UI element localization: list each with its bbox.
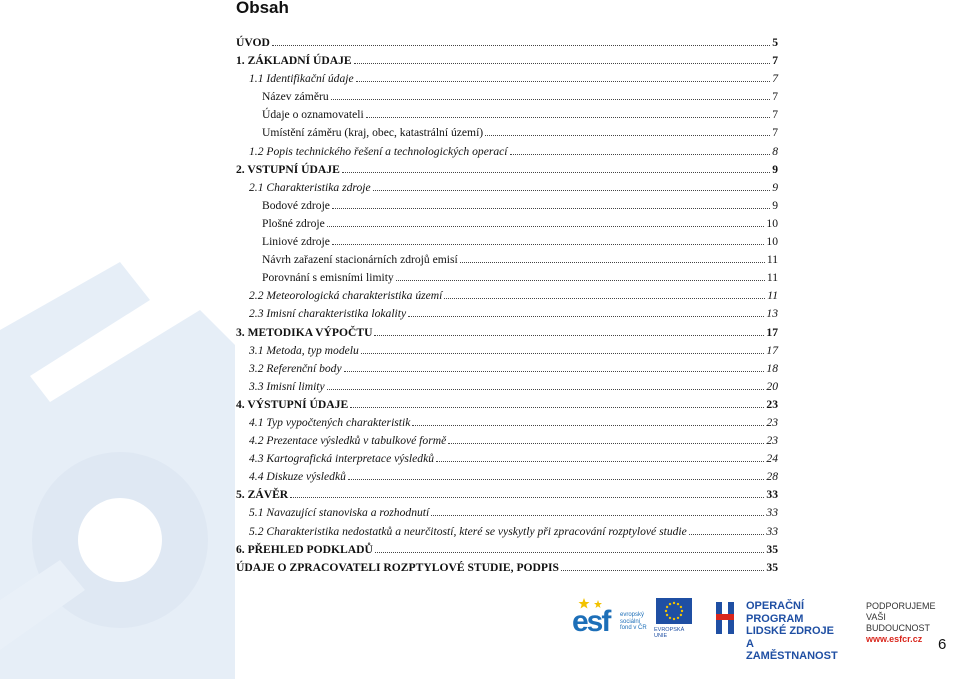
toc-entry-page: 7 xyxy=(772,54,778,68)
toc-entry-label: 1.2 Popis technického řešení a technologických operací xyxy=(249,144,508,158)
toc-entry[interactable] xyxy=(236,525,778,543)
toc-leader-dots xyxy=(356,81,771,82)
eu-flag-icon xyxy=(656,598,692,624)
toc-leader-dots xyxy=(374,335,764,336)
toc-entry[interactable] xyxy=(236,54,778,72)
eu-star xyxy=(680,614,682,616)
toc-entry-page: 9 xyxy=(772,180,778,194)
toc-entry-page: 23 xyxy=(766,434,778,448)
toc-entry[interactable] xyxy=(236,289,778,307)
toc-entry-label: Liniové zdroje xyxy=(262,235,330,249)
toc-entry[interactable] xyxy=(236,235,778,253)
toc-entry-label: 3. METODIKA VÝPOČTU xyxy=(236,325,373,339)
toc-entry-label: 2.3 Imisní charakteristika lokality xyxy=(249,307,407,321)
toc-entry-page: 11 xyxy=(766,271,778,285)
toc-leader-dots xyxy=(396,280,765,281)
toc-entry[interactable] xyxy=(236,90,778,108)
toc-entry-label: 5. ZÁVĚR xyxy=(236,488,289,502)
eu-star xyxy=(680,606,682,608)
toc-entry-label: 5.1 Navazující stanoviska a rozhodnutí xyxy=(249,506,430,520)
eu-star xyxy=(669,603,671,605)
toc-leader-dots xyxy=(327,389,765,390)
toc-entry[interactable] xyxy=(236,163,778,181)
toc-entry-page: 9 xyxy=(772,198,778,212)
toc-entry-label: 4.3 Kartografická interpretace výsledků xyxy=(249,452,435,466)
toc-leader-dots xyxy=(689,534,765,535)
toc-leader-dots xyxy=(444,298,765,299)
esf-wordmark: esf xyxy=(572,605,610,638)
toc-entry-label: 3.1 Metoda, typ modelu xyxy=(249,343,359,357)
toc-entry-page: 23 xyxy=(766,415,778,429)
eu-star xyxy=(677,617,679,619)
toc-entry[interactable] xyxy=(236,145,778,163)
toc-leader-dots xyxy=(332,208,770,209)
eu-star xyxy=(665,610,667,612)
eu-star xyxy=(681,610,683,612)
toc-entry-page: 33 xyxy=(766,506,778,520)
toc-leader-dots xyxy=(460,262,765,263)
esf-url-link[interactable]: www.esfcr.cz xyxy=(866,634,923,644)
toc-entry-page: 9 xyxy=(772,162,778,176)
toc-leader-dots xyxy=(561,570,764,571)
toc-entry-label: Údaje o oznamovateli xyxy=(262,108,364,122)
toc-leader-dots xyxy=(375,552,765,553)
toc-entry[interactable] xyxy=(236,380,778,398)
toc-entry-label: 2. VSTUPNÍ ÚDAJE xyxy=(236,162,340,176)
toc-entry[interactable] xyxy=(236,271,778,289)
toc-entry[interactable] xyxy=(236,488,778,506)
toc-entry-page: 33 xyxy=(766,488,778,502)
toc-entry-page: 35 xyxy=(766,560,778,574)
toc-entry-label: ÚVOD xyxy=(236,36,270,49)
toc-entry-label: 1.1 Identifikační údaje xyxy=(249,72,354,86)
toc-leader-dots xyxy=(350,407,764,408)
toc-entry-label: 3.2 Referenční body xyxy=(249,361,342,375)
toc-leader-dots xyxy=(373,190,771,191)
toc-entry-label: Název záměru xyxy=(262,90,329,104)
toc-entry-label: Návrh zařazení stacionárních zdrojů emisí xyxy=(262,253,458,267)
toc-entry-label: 4. VÝSTUPNÍ ÚDAJE xyxy=(236,397,349,411)
toc-entry-page: 7 xyxy=(772,72,778,86)
eu-star xyxy=(673,618,675,620)
eu-star xyxy=(669,617,671,619)
toc-entry-label: 6. PŘEHLED PODKLADŮ xyxy=(236,542,373,556)
eu-star xyxy=(666,614,668,616)
toc-entry-label: Umístění záměru (kraj, obec, katastrální území) xyxy=(262,126,484,140)
toc-leader-dots xyxy=(510,154,771,155)
toc-entry-label: 1. ZÁKLADNÍ ÚDAJE xyxy=(236,54,352,68)
toc-entry-label: 3.3 Imisní limity xyxy=(249,379,325,393)
toc-leader-dots xyxy=(354,63,771,64)
toc-entry-page: 33 xyxy=(766,524,778,538)
toc-leader-dots xyxy=(332,244,764,245)
toc-entry[interactable] xyxy=(236,217,778,235)
toc-entry[interactable] xyxy=(236,561,778,579)
eu-star xyxy=(673,602,675,604)
toc-entry[interactable] xyxy=(236,36,778,54)
op-lzz-icon xyxy=(716,600,734,636)
toc-entry-page: 10 xyxy=(766,235,778,249)
toc-leader-dots xyxy=(485,135,770,136)
eu-label: EVROPSKÁ UNIE xyxy=(654,627,685,639)
toc-entry-page: 17 xyxy=(766,325,778,339)
toc-entry-page: 7 xyxy=(772,90,778,104)
toc-entry-label: ÚDAJE O ZPRACOVATELI ROZPTYLOVÉ STUDIE, PODPIS xyxy=(236,560,559,574)
toc-entry-label: Porovnání s emisními limity xyxy=(262,271,394,285)
toc-entry-page: 13 xyxy=(766,307,778,321)
table-of-contents xyxy=(236,36,778,579)
toc-entry[interactable] xyxy=(236,452,778,470)
toc-entry-page: 28 xyxy=(766,470,778,484)
toc-entry-page: 35 xyxy=(766,542,778,556)
toc-entry-page: 18 xyxy=(766,361,778,375)
toc-entry[interactable] xyxy=(236,416,778,434)
toc-entry-label: 4.1 Typ vypočtených charakteristik xyxy=(249,415,411,429)
toc-leader-dots xyxy=(272,45,770,46)
toc-leader-dots xyxy=(348,479,765,480)
toc-entry-label: 2.2 Meteorologická charakteristika území xyxy=(249,289,443,303)
page-title: Obsah xyxy=(236,0,289,17)
toc-entry-label: 5.2 Charakteristika nedostatků a neurčitostí, které se vyskytly při zpracování rozptylové studie xyxy=(249,524,687,538)
toc-entry[interactable] xyxy=(236,72,778,90)
eu-star xyxy=(677,603,679,605)
toc-leader-dots xyxy=(412,425,764,426)
toc-entry-label: 4.4 Diskuze výsledků xyxy=(249,470,346,484)
toc-entry[interactable] xyxy=(236,470,778,488)
toc-leader-dots xyxy=(361,353,765,354)
toc-leader-dots xyxy=(366,117,770,118)
toc-leader-dots xyxy=(342,172,770,173)
toc-entry-page: 20 xyxy=(766,379,778,393)
toc-entry[interactable] xyxy=(236,126,778,144)
toc-leader-dots xyxy=(331,99,771,100)
toc-entry-page: 17 xyxy=(766,343,778,357)
toc-leader-dots xyxy=(448,443,764,444)
toc-leader-dots xyxy=(344,371,765,372)
toc-entry[interactable] xyxy=(236,108,778,126)
toc-leader-dots xyxy=(408,316,764,317)
toc-entry[interactable] xyxy=(236,181,778,199)
toc-entry-label: 2.1 Charakteristika zdroje xyxy=(249,180,371,194)
eu-star xyxy=(666,606,668,608)
toc-entry-page: 23 xyxy=(766,397,778,411)
toc-entry-page: 10 xyxy=(766,216,778,230)
toc-entry[interactable] xyxy=(236,253,778,271)
toc-entry-label: Plošné zdroje xyxy=(262,216,325,230)
toc-entry[interactable] xyxy=(236,362,778,380)
toc-entry[interactable] xyxy=(236,434,778,452)
toc-entry[interactable] xyxy=(236,344,778,362)
toc-entry-page: 5 xyxy=(772,36,778,49)
toc-entry[interactable] xyxy=(236,326,778,344)
esf-logo xyxy=(572,599,652,639)
esf-caption: evropský sociální fond v ČR xyxy=(620,612,647,631)
toc-entry[interactable] xyxy=(236,543,778,561)
toc-entry-label: Bodové zdroje xyxy=(262,198,330,212)
page-number: 6 xyxy=(938,636,947,653)
toc-leader-dots xyxy=(327,226,765,227)
toc-leader-dots xyxy=(290,497,764,498)
toc-leader-dots xyxy=(431,515,764,516)
toc-entry[interactable] xyxy=(236,307,778,325)
toc-entry-label: 4.2 Prezentace výsledků v tabulkové formě xyxy=(249,434,447,448)
toc-entry[interactable] xyxy=(236,398,778,416)
op-lzz-text: OPERAČNÍ PROGRAM LIDSKÉ ZDROJE A ZAMĚSTNANOST xyxy=(746,600,838,662)
toc-entry-page: 24 xyxy=(766,452,778,466)
toc-entry-page: 7 xyxy=(772,126,778,140)
support-slogan: PODPORUJEME VAŠI BUDOUCNOST www.esfcr.cz xyxy=(866,601,936,644)
toc-entry-page: 8 xyxy=(772,144,778,158)
toc-entry[interactable] xyxy=(236,506,778,524)
toc-entry-page: 11 xyxy=(766,253,778,267)
toc-entry[interactable] xyxy=(236,199,778,217)
toc-entry-page: 11 xyxy=(767,289,778,303)
toc-leader-dots xyxy=(436,461,764,462)
toc-entry-page: 7 xyxy=(772,108,778,122)
